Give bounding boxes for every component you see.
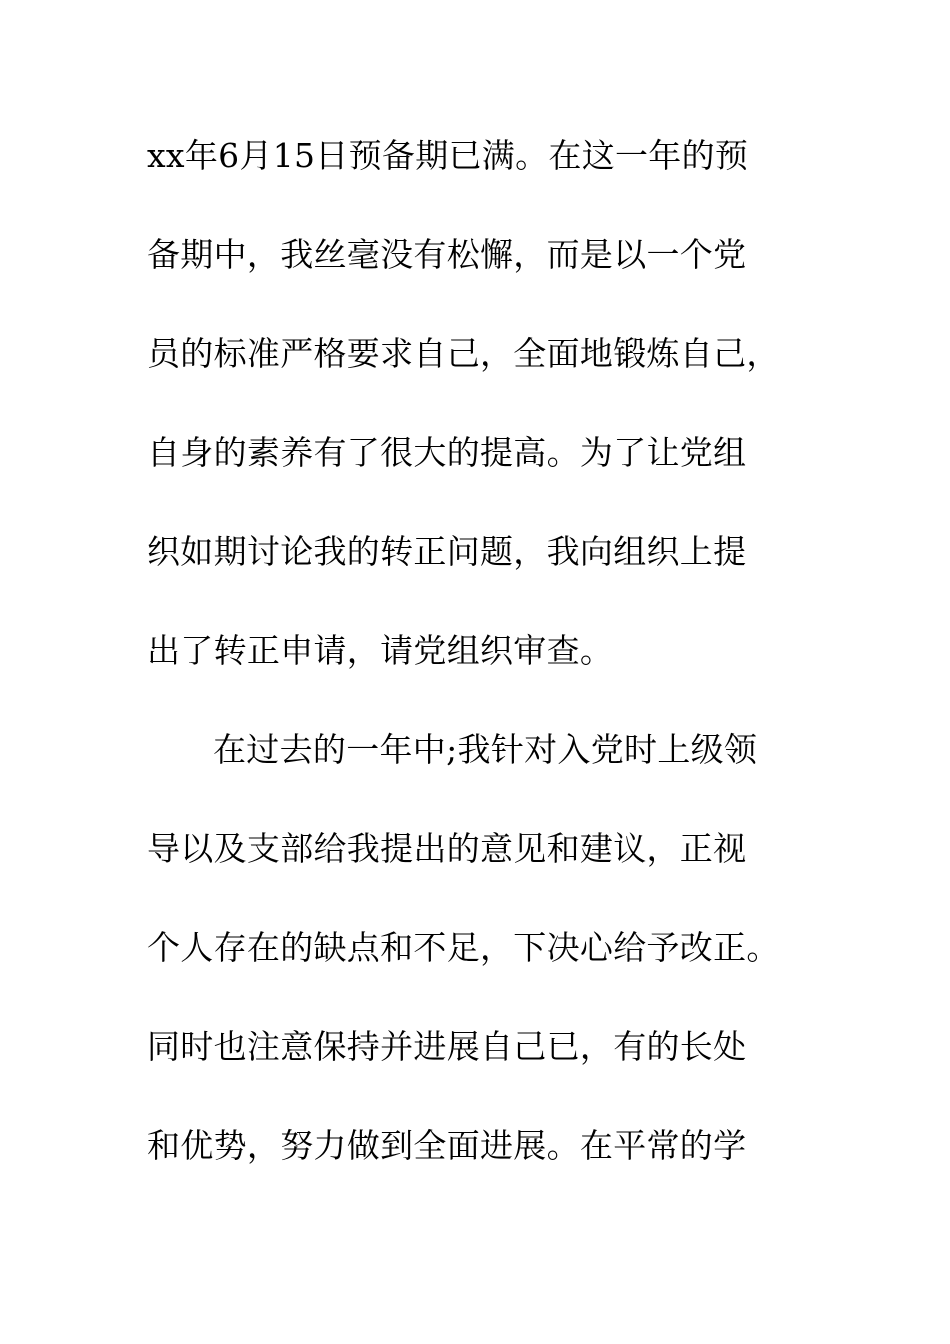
text-line: 个人存在的缺点和不足，下决心给予改正。 — [147, 928, 780, 967]
text-line: 和优势，努力做到全面进展。在平常的学 — [147, 1126, 747, 1165]
text-line: 织如期讨论我的转正问题，我向组织上提 — [147, 532, 747, 571]
text-line: 同时也注意保持并进展自己已，有的长处 — [147, 1027, 747, 1066]
text-line: 导以及支部给我提出的意见和建议，正视 — [147, 829, 747, 868]
text-line: 自身的素养有了很大的提高。为了让党组 — [147, 433, 747, 472]
text-line: 备期中，我丝毫没有松懈，而是以一个党 — [147, 235, 747, 274]
text-line: 员的标准严格要求自己，全面地锻炼自己， — [147, 334, 780, 373]
text-line: 出了转正申请，请党组织审查。 — [147, 631, 614, 670]
text-line: xx年6月15日预备期已满。在这一年的预 — [147, 136, 749, 175]
paragraph-first-line: 在过去的一年中;我针对入党时上级领 — [213, 730, 758, 769]
